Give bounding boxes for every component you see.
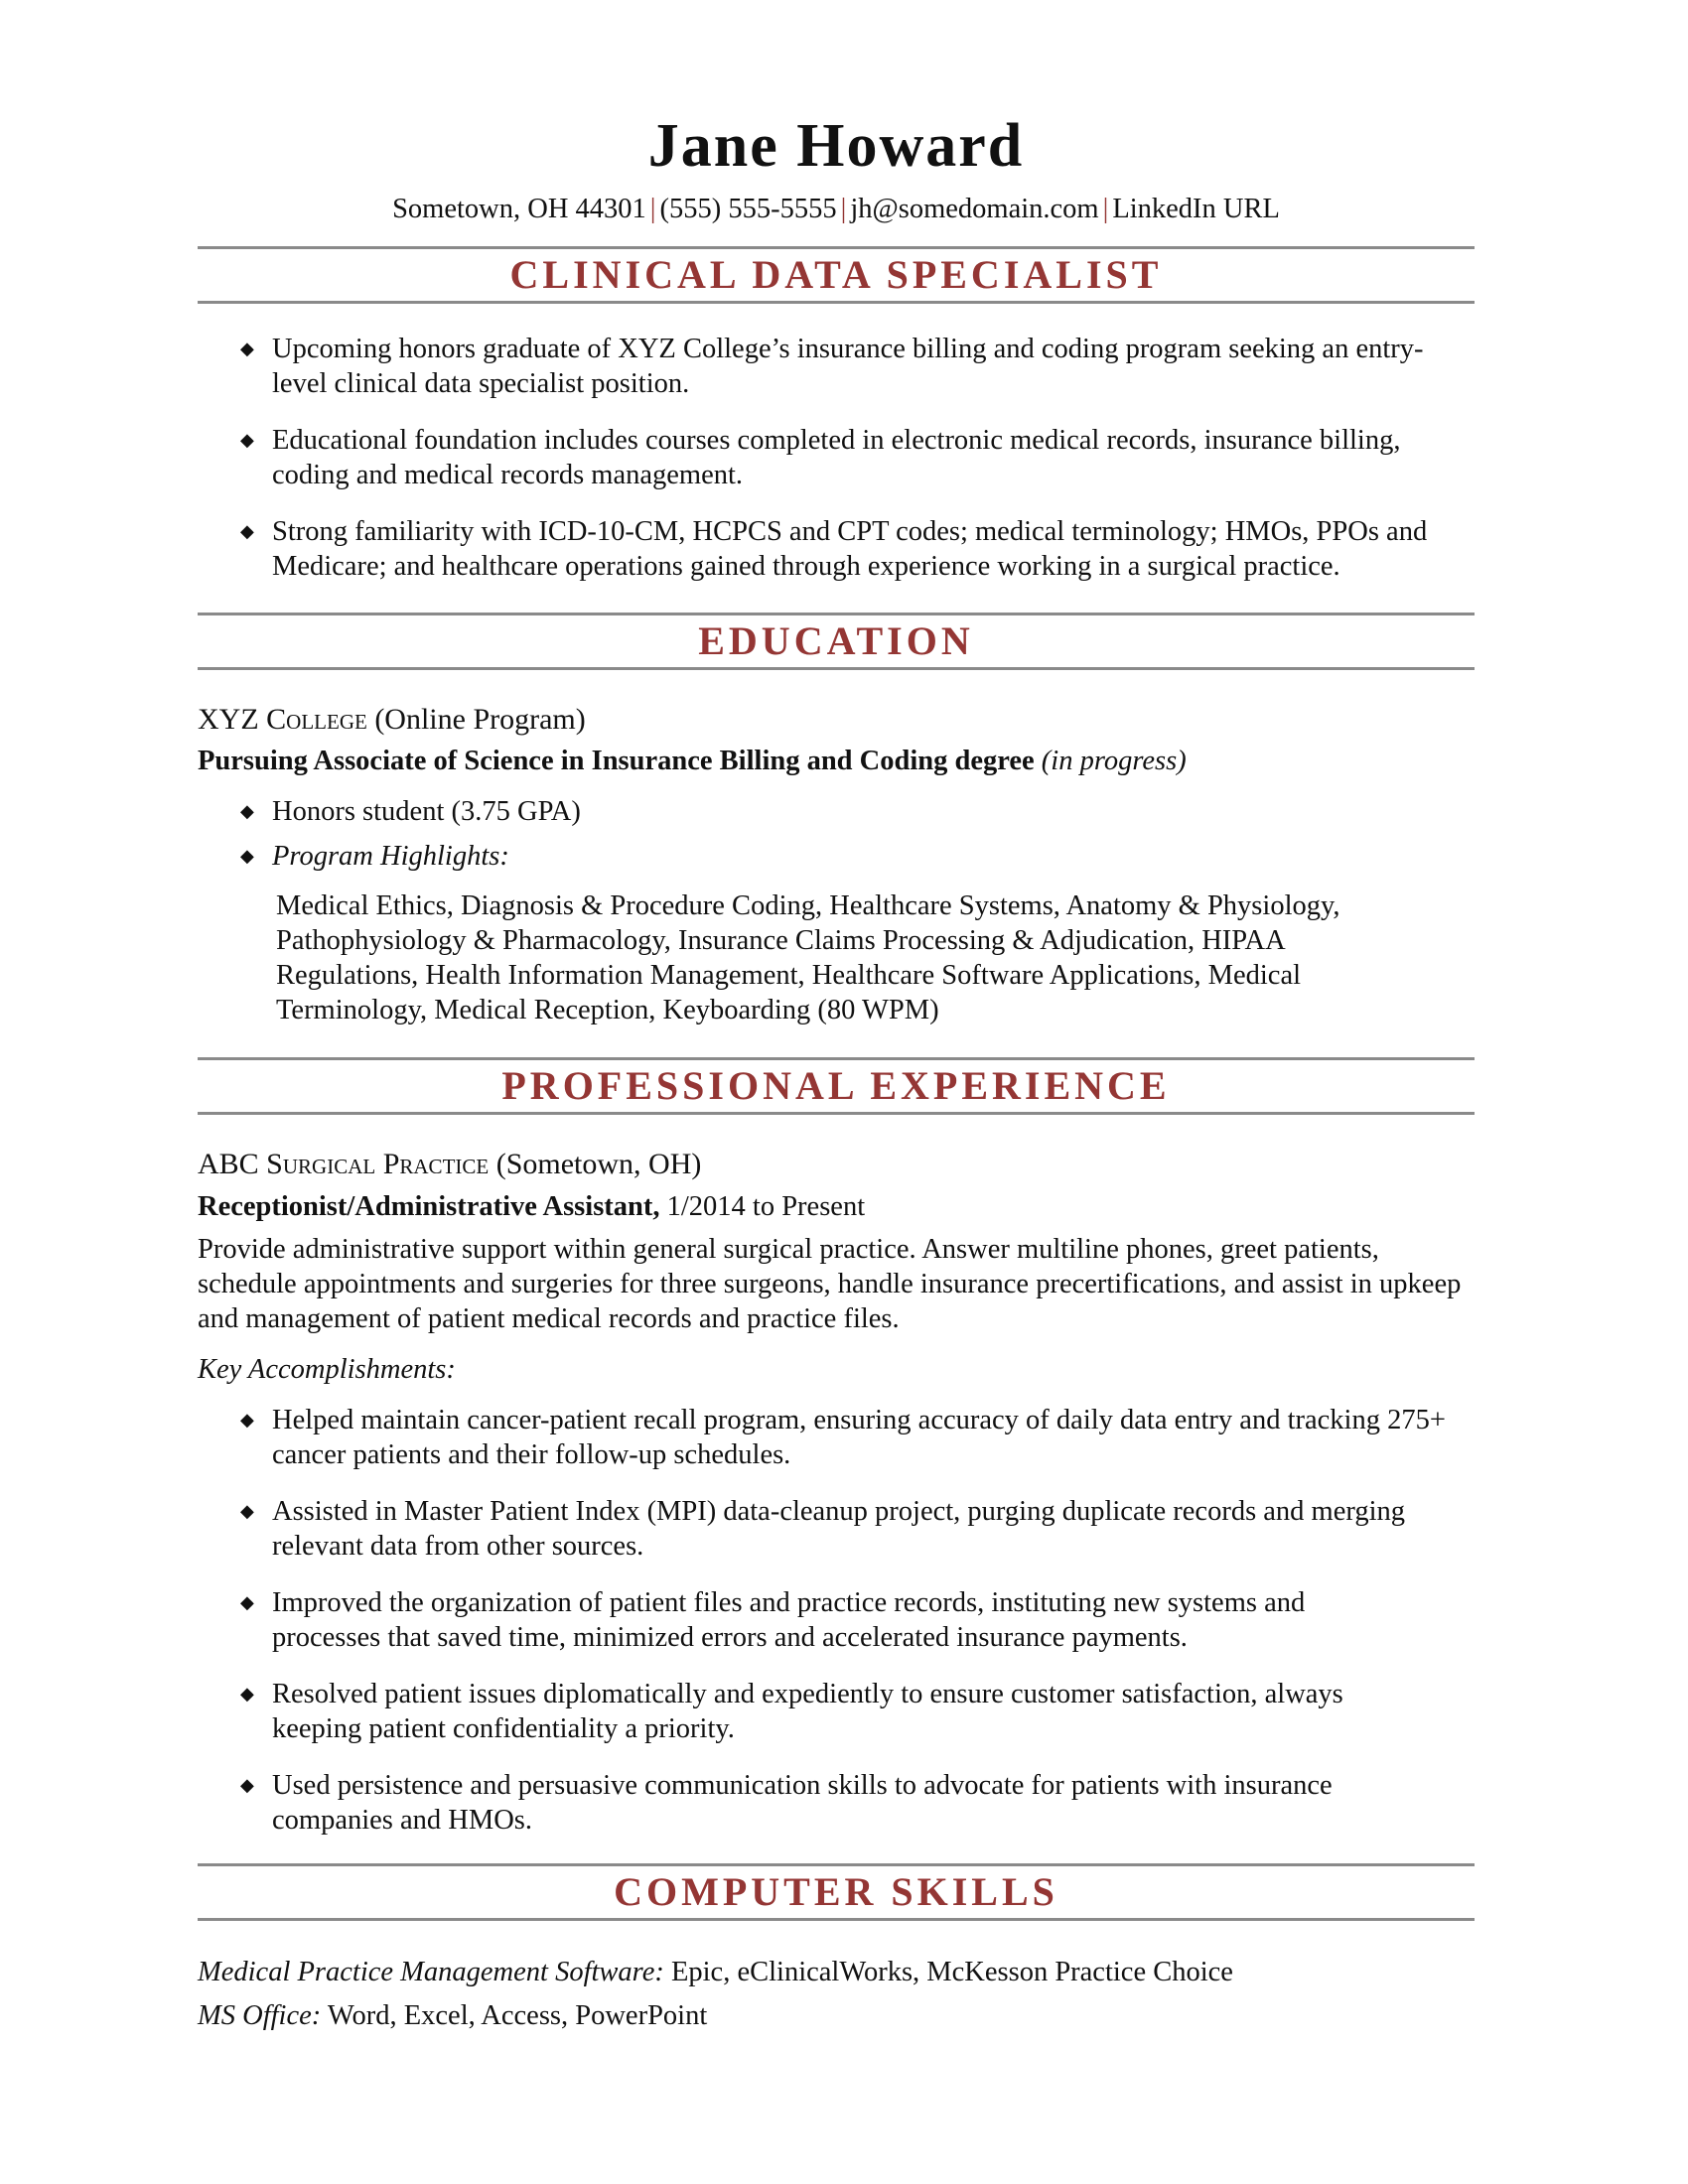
job-description: Provide administrative support within general surgical practice. Answer multiline phones, greet patients, schedule appointments and surgeries for three surgeons, handle insurance precertifications, and assist in upkeep and management of patient medical records and practice files.	[198, 1234, 1462, 1334]
section-heading: COMPUTER SKILLS	[198, 1863, 1475, 1921]
section-heading: PROFESSIONAL EXPERIENCE	[198, 1057, 1475, 1115]
skill-row: Medical Practice Management Software: Epic, eClinicalWorks, McKesson Practice Choice	[198, 1957, 1233, 1987]
separator: |	[649, 194, 656, 224]
role-line: Receptionist/Administrative Assistant, 1/2014 to Present	[198, 1191, 866, 1222]
list-item: ◆ Educational foundation includes courses completed in electronic medical records, insurance billing, coding and medical records management.	[240, 425, 1401, 490]
diamond-bullet-icon: ◆	[240, 430, 254, 450]
section-heading: EDUCATION	[198, 613, 1475, 670]
diamond-bullet-icon: ◆	[240, 1684, 254, 1704]
diamond-bullet-icon: ◆	[240, 521, 254, 541]
contact-line	[198, 192, 1475, 226]
diamond-bullet-icon: ◆	[240, 1592, 254, 1612]
list-item: ◆ Upcoming honors graduate of XYZ College’s insurance billing and coding program seeking an entry-level clinical data specialist position.	[240, 334, 1424, 399]
list-item: ◆ Strong familiarity with ICD-10-CM, HCPCS and CPT codes; medical terminology; HMOs, PPOs and Medicare; and healthcare operations gained through experience working in a surgical practice.	[240, 516, 1428, 582]
list-item: ◆ Resolved patient issues diplomatically and expediently to ensure customer satisfaction, always keeping patient confidentiality a priority.	[240, 1679, 1343, 1744]
skills-section	[198, 1863, 1475, 2033]
list-item: ◆ Helped maintain cancer-patient recall program, ensuring accuracy of daily data entry and tracking 275+ cancer patients and their follow-up schedules.	[240, 1405, 1446, 1470]
list-item: ◆ Program Highlights:	[240, 841, 509, 872]
diamond-bullet-icon: ◆	[240, 1410, 254, 1430]
phone: (555) 555-5555	[659, 194, 837, 224]
summary-list	[198, 332, 1475, 584]
section-heading: CLINICAL DATA SPECIALIST	[198, 246, 1475, 304]
address: Sometown, OH 44301	[392, 194, 646, 224]
accomplishments-label: Key Accomplishments:	[198, 1354, 456, 1385]
separator: |	[840, 194, 847, 224]
education-section	[198, 613, 1475, 1027]
list-item: ◆ Improved the organization of patient files and practice records, instituting new systems and processes that saved time, minimized errors and accelerated insurance payments.	[240, 1587, 1306, 1653]
program-highlights: Medical Ethics, Diagnosis & Procedure Coding, Healthcare Systems, Anatomy & Physiology, Pathophysiology & Pharmacology, Insurance Claims Processing & Adjudication, HIPAA Regulations, Health Information Management, Healthcare Software Applications, Medical Terminology, Medical Reception, Keyboarding (80 WPM)	[276, 890, 1340, 1025]
diamond-bullet-icon: ◆	[240, 339, 254, 358]
list-item: ◆ Used persistence and persuasive communication skills to advocate for patients with insurance companies and HMOs.	[240, 1770, 1333, 1836]
list-item: ◆ Honors student (3.75 GPA)	[240, 796, 581, 827]
linkedin: LinkedIn URL	[1112, 194, 1280, 224]
separator: |	[1102, 194, 1109, 224]
list-item: ◆ Assisted in Master Patient Index (MPI) data-cleanup project, purging duplicate records and merging relevant data from other sources.	[240, 1496, 1406, 1562]
degree-line: Pursuing Associate of Science in Insurance Billing and Coding degree (in progress)	[198, 746, 1187, 776]
email: jh@somedomain.com	[850, 194, 1099, 224]
diamond-bullet-icon: ◆	[240, 801, 254, 821]
candidate-name: Jane Howard	[647, 112, 1025, 180]
skill-row: MS Office: Word, Excel, Access, PowerPoint	[198, 2000, 708, 2031]
summary-section	[198, 246, 1475, 584]
experience-section	[198, 1057, 1475, 1838]
diamond-bullet-icon: ◆	[240, 846, 254, 866]
school-line: XYZ College (Online Program)	[198, 703, 586, 736]
diamond-bullet-icon: ◆	[240, 1775, 254, 1795]
employer-line: ABC Surgical Practice (Sometown, OH)	[198, 1148, 702, 1180]
diamond-bullet-icon: ◆	[240, 1501, 254, 1521]
